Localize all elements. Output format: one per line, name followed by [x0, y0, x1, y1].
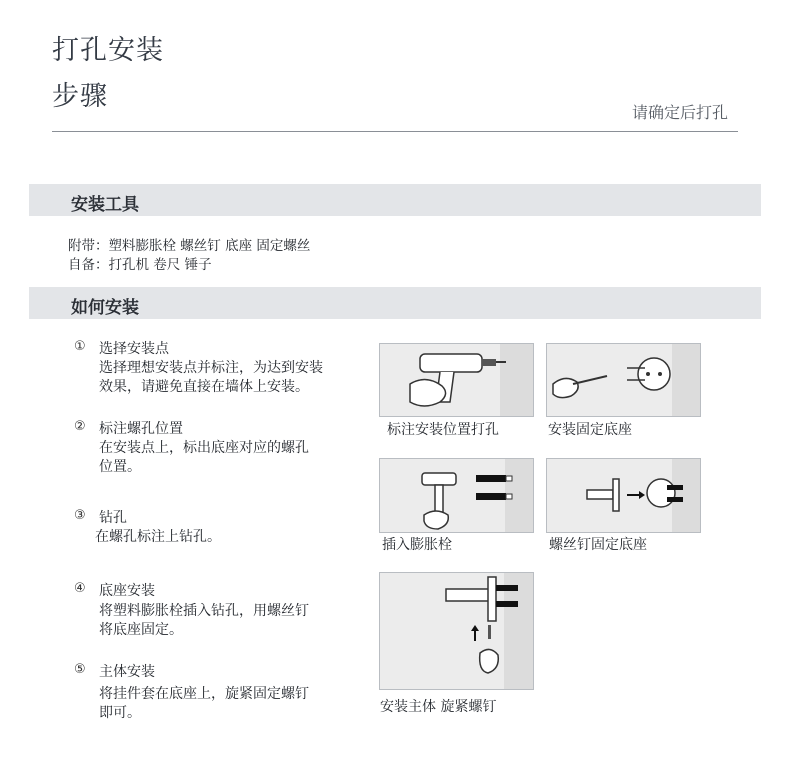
step-description-line: 位置。 [99, 459, 141, 475]
warning-note: 请确定后打孔 [632, 103, 729, 122]
page-title: 打孔安装 [52, 35, 164, 66]
screw-base-illustration [546, 458, 701, 533]
step-description-line: 将挂件套在底座上，旋紧固定螺钉 [99, 686, 309, 702]
step-description-line: 将塑料膨胀栓插入钻孔，用螺丝钉 [99, 603, 309, 619]
step-description-line: 效果，请避免直接在墙体上安装。 [99, 379, 309, 395]
mount-body-icon [380, 573, 533, 689]
included-tools-text: 附带：塑料膨胀栓 螺丝钉 底座 固定螺丝 [68, 238, 311, 254]
step-description-line: 在安装点上，标出底座对应的螺孔 [99, 440, 309, 456]
step-description-line: 选择理想安装点并标注，为达到安装 [99, 360, 323, 376]
drill-illustration [379, 343, 534, 417]
step-title: 钻孔 [99, 510, 127, 526]
step-title: 选择安装点 [99, 341, 169, 357]
install-section-heading: 如何安装 [71, 298, 139, 318]
illustration-caption: 安装主体 旋紧螺钉 [380, 699, 497, 715]
step-number: ④ [74, 581, 86, 596]
self-provided-tools-text: 自备：打孔机 卷尺 锤子 [68, 257, 212, 273]
step-number: ① [74, 339, 86, 354]
base-install-illustration [546, 343, 701, 417]
illustration-caption: 插入膨胀栓 [382, 537, 452, 553]
screwdriver-base-icon [547, 344, 700, 416]
step-description-line: 即可。 [99, 705, 141, 721]
step-title: 主体安装 [99, 664, 155, 680]
step-number: ③ [74, 508, 86, 523]
step-title: 底座安装 [99, 583, 155, 599]
screw-base-icon [547, 459, 700, 532]
illustration-caption: 标注安装位置打孔 [387, 422, 499, 438]
anchor-illustration [379, 458, 534, 533]
step-number: ⑤ [74, 662, 86, 677]
hammer-anchor-icon [380, 459, 533, 532]
step-description-line: 在螺孔标注上钻孔。 [95, 529, 221, 545]
illustration-caption: 安装固定底座 [548, 422, 632, 438]
step-title: 标注螺孔位置 [99, 421, 183, 437]
page-subtitle: 步骤 [52, 81, 108, 112]
mount-body-illustration [379, 572, 534, 690]
tools-section-heading: 安装工具 [71, 195, 139, 215]
header-divider [52, 131, 738, 132]
install-section-header [29, 287, 761, 319]
illustration-caption: 螺丝钉固定底座 [549, 537, 647, 553]
step-description-line: 将底座固定。 [99, 622, 183, 638]
drill-icon [380, 344, 533, 416]
step-number: ② [74, 419, 86, 434]
tools-section-header [29, 184, 761, 216]
